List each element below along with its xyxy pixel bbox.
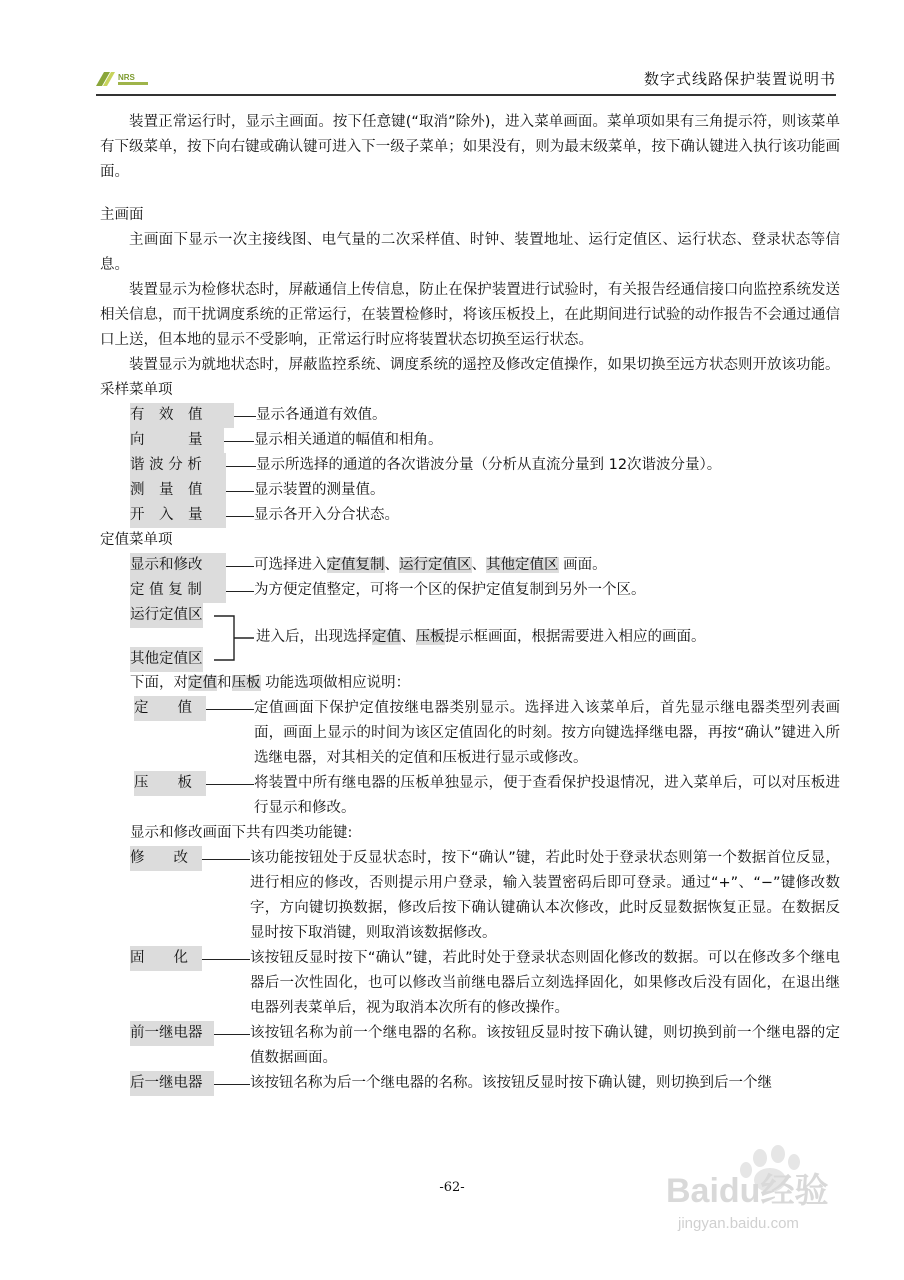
key-term: 修 改 xyxy=(130,846,202,871)
leader-line xyxy=(226,516,254,517)
watermark-url: jingyan.baidu.com xyxy=(678,1215,799,1232)
setting-options-list xyxy=(100,696,840,821)
zone-run-term: 运行定值区 xyxy=(130,603,203,628)
option-term: 压 板 xyxy=(134,771,206,796)
page-content xyxy=(100,106,840,1096)
setting-desc: 为方便定值整定，可将一个区的保护定值复制到另外一个区。 xyxy=(254,582,646,598)
setting-item-display-modify xyxy=(130,553,840,578)
zone-bracket-group xyxy=(130,603,840,671)
function-keys-heading: 显示和修改画面下共有四类功能键: xyxy=(130,825,353,841)
document-title: 数字式线路保护装置说明书 xyxy=(643,70,836,88)
setting-menu-heading: 定值菜单项 xyxy=(100,532,173,548)
sampling-item xyxy=(130,503,840,528)
function-key-item xyxy=(130,1071,840,1096)
sampling-item xyxy=(130,428,840,453)
sampling-desc: 显示装置的测量值。 xyxy=(254,482,385,498)
setting-term: 显示和修改 xyxy=(130,553,226,578)
leader-line xyxy=(206,784,254,785)
key-term: 前一继电器 xyxy=(130,1021,214,1046)
sampling-desc: 显示各通道有效值。 xyxy=(256,407,387,423)
leader-line xyxy=(214,1084,250,1085)
zone-other-term: 其他定值区 xyxy=(130,647,203,672)
watermark-brand: Baidu经验 xyxy=(666,1172,829,1210)
main-screen-para-2: 装置显示为检修状态时，屏蔽通信上传信息，防止在保护装置进行试验时，有关报告经通信接口向监控系统发送相关信息，而干扰调度系统的正常运行，在装置检修时，将该压板投上，在此期间进行试验的动作报告不会通过通信口上送，但本地的显示不受影响，正常运行时应将装置状态切换至运行状态。 xyxy=(100,282,840,348)
sampling-term: 谐 波 分 析 xyxy=(130,453,226,478)
baidu-watermark xyxy=(664,1140,854,1240)
leader-line xyxy=(226,591,254,592)
logo-text: NRS xyxy=(118,73,135,82)
leader-line xyxy=(202,959,250,960)
sampling-term: 开 入 量 xyxy=(130,503,226,528)
setting-desc xyxy=(254,553,840,578)
sampling-desc: 显示相关通道的幅值和相角。 xyxy=(254,432,443,448)
function-key-item xyxy=(130,946,840,1021)
link-run-zone: 运行定值区 xyxy=(399,557,472,573)
leader-line xyxy=(226,566,254,567)
key-term: 后一继电器 xyxy=(130,1071,214,1096)
zone-desc xyxy=(256,625,706,650)
sampling-desc: 显示所选择的通道的各次谐波分量（分析从直流分量到 12次谐波分量）。 xyxy=(256,457,722,473)
desc-text: 提示框画面，根据需要进入相应的画面。 xyxy=(444,629,706,645)
leader-line xyxy=(224,441,254,442)
main-screen-heading: 主画面 xyxy=(100,207,144,223)
leader-line xyxy=(226,466,256,467)
hl-plate: 压板 xyxy=(231,675,261,691)
desc-text: 可选择进入 xyxy=(254,557,327,573)
main-screen-para-3: 装置显示为就地状态时，屏蔽监控系统、调度系统的遥控及修改定值操作，如果切换至远方状态则开放该功能。 xyxy=(129,357,840,373)
hl-setting: 定值 xyxy=(188,675,217,691)
leader-line xyxy=(234,416,256,417)
sampling-term: 测 量 值 xyxy=(130,478,226,503)
function-key-item xyxy=(130,1021,840,1071)
link-copy: 定值复制 xyxy=(326,557,385,573)
sampling-menu-list xyxy=(100,403,840,528)
desc-sep: 、 xyxy=(384,557,399,573)
hl-setting: 定值 xyxy=(372,629,401,645)
sampling-term: 有 效 值 xyxy=(130,403,234,428)
setting-option xyxy=(130,771,840,821)
key-desc: 该功能按钮处于反显状态时，按下“确认”键，若此时处于登录状态则第一个数据首位反显，进行相应的修改，否则提示用户登录，输入装置密码后即可登录。通过“+”、“−”键修改数字，方向键切换数据，修改后按下确认键确认本次修改，此时反显数据恢复正显。在数据反显时按下取消键，则取消该数据修改。 xyxy=(250,850,840,941)
below-intro xyxy=(100,671,840,696)
setting-item-copy xyxy=(130,578,840,603)
sampling-menu-heading: 采样菜单项 xyxy=(100,382,173,398)
leader-line xyxy=(226,491,254,492)
key-term: 固 化 xyxy=(130,946,202,971)
sampling-item xyxy=(130,403,840,428)
main-screen-para-1: 主画面下显示一次主接线图、电气量的二次采样值、时钟、装置地址、运行定值区、运行状态、登录状态等信息。 xyxy=(100,232,840,273)
setting-option xyxy=(130,696,840,771)
key-desc: 该按钮名称为前一个继电器的名称。该按钮反显时按下确认键，则切换到前一个继电器的定值数据画面。 xyxy=(250,1025,840,1066)
key-desc: 该按钮名称为后一个继电器的名称。该按钮反显时按下确认键，则切换到后一个继 xyxy=(250,1075,772,1091)
function-key-item xyxy=(130,846,840,946)
desc-text: 画面。 xyxy=(558,557,607,573)
option-desc: 定值画面下保护定值按继电器类别显示。选择进入该菜单后，首先显示继电器类型列表画面，画面上显示的时间为该区定值固化的时刻。按方向键选择继电器，再按“确认”键进入所选继电器，对其相关的定值和压板进行显示或修改。 xyxy=(254,700,840,766)
key-desc: 该按钮反显时按下“确认”键，若此时处于登录状态则固化修改的数据。可以在修改多个继电器后一次性固化，也可以修改当前继电器后立刻选择固化，如果修改后没有固化，在退出继电器列表菜单后，视为取消本次所有的修改操作。 xyxy=(250,950,840,1016)
leader-line xyxy=(202,859,250,860)
hl-plate: 压板 xyxy=(415,629,445,645)
header-divider xyxy=(96,94,836,96)
intro-paragraph: 装置正常运行时，显示主画面。按下任意键(“取消”除外)，进入菜单画面。菜单项如果有三角提示符，则该菜单有下级菜单，按下向右键或确认键可进入下一级子菜单；如果没有，则为最末级菜单，按下确认键进入执行该功能画面。 xyxy=(100,114,840,180)
page-number: -62- xyxy=(439,1180,465,1195)
desc-sep: 、 xyxy=(471,557,486,573)
sampling-term: 向 量 xyxy=(130,428,224,453)
function-keys-list xyxy=(100,846,840,1096)
desc-text: 功能选项做相应说明： xyxy=(260,675,411,691)
sampling-item xyxy=(130,478,840,503)
leader-line xyxy=(206,709,254,710)
desc-text: 进入后，出现选择 xyxy=(256,629,372,645)
desc-text: 下面，对 xyxy=(130,675,188,691)
setting-menu-list xyxy=(100,553,840,671)
sampling-desc: 显示各开入分合状态。 xyxy=(254,507,399,523)
company-logo xyxy=(96,70,156,88)
bracket-line xyxy=(214,603,254,671)
desc-sep: 、 xyxy=(401,629,416,645)
option-desc: 将装置中所有继电器的压板单独显示，便于查看保护投退情况，进入菜单后，可以对压板进行显示和修改。 xyxy=(254,775,840,816)
desc-text: 和 xyxy=(217,675,232,691)
link-other-zone: 其他定值区 xyxy=(486,557,559,573)
sampling-item xyxy=(130,453,840,478)
option-term: 定 值 xyxy=(134,696,206,721)
leader-line xyxy=(214,1034,250,1035)
setting-term: 定 值 复 制 xyxy=(130,578,226,603)
